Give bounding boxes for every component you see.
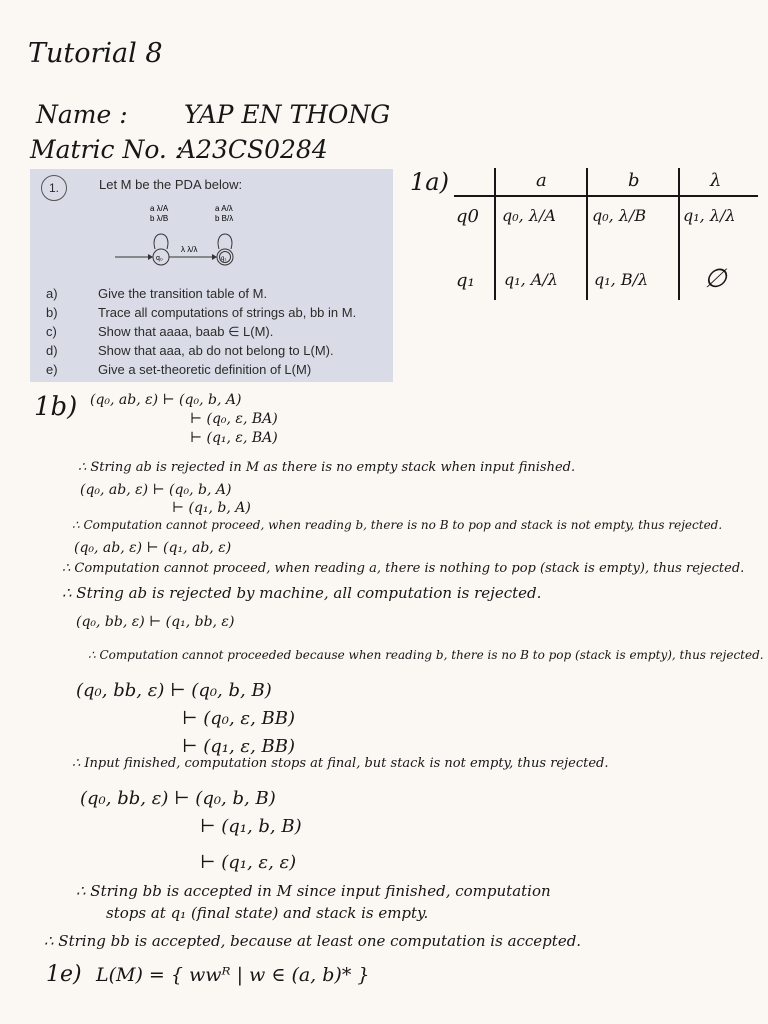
transition-table xyxy=(454,168,758,308)
table-divider xyxy=(494,168,496,300)
table-divider xyxy=(586,168,588,300)
computation-line: (q₀, ab, ε) ⊢ (q₀, b, A) xyxy=(80,482,232,498)
table-header-b: b xyxy=(628,170,640,191)
computation-line: ⊢ (q₁, ε, BB) xyxy=(182,736,295,757)
transition-arrowhead xyxy=(212,254,217,260)
page-title: Tutorial 8 xyxy=(28,38,163,69)
language-definition: L(M) = { wwᴿ | w ∈ (a, b)* } xyxy=(96,964,370,986)
question-number: 1. xyxy=(41,175,67,201)
start-arrowhead xyxy=(148,254,153,260)
conclusion-line: ∴ String ab is rejected by machine, all computation is rejected. xyxy=(62,584,542,602)
conclusion-line: stops at q₁ (final state) and stack is empty. xyxy=(106,904,429,922)
matric-row xyxy=(30,135,328,164)
table-cell: q₁, λ/λ xyxy=(683,206,736,225)
computation-line: ⊢ (q₁, b, A) xyxy=(172,500,251,516)
computation-line: (q₀, bb, ε) ⊢ (q₀, b, B) xyxy=(80,788,276,809)
question-part-e: e) Give a set-theoretic definition of L(M) xyxy=(46,362,312,377)
question-prompt: Let M be the PDA below: xyxy=(99,177,243,192)
matric-label: Matric No. : xyxy=(30,135,184,164)
state-q1-label: q₁ xyxy=(221,256,227,262)
state-q0-label: q₀ xyxy=(156,255,163,262)
conclusion-line: ∴ Input finished, computation stops at final, but stack is not empty, thus rejected. xyxy=(72,756,609,771)
table-cell: q₁, B/λ xyxy=(594,270,649,289)
pda-diagram xyxy=(115,199,315,269)
computation-line: ⊢ (q₀, ε, BA) xyxy=(190,411,278,427)
table-cell: q₁, A/λ xyxy=(504,270,558,289)
conclusion-line: ∴ String bb is accepted in M since input finished, computation xyxy=(76,882,551,900)
conclusion-line: ∴ Computation cannot proceed, when reading b, there is no B to pop and stack is not empty, thus rejected. xyxy=(72,518,723,532)
question-part-b: b) Trace all computations of strings ab, bb in M. xyxy=(46,305,357,320)
conclusion-line: ∴ Computation cannot proceeded because when reading b, there is no B to pop (stack is empty), thus rejected. xyxy=(88,648,764,662)
computation-line: ⊢ (q₁, ε, BA) xyxy=(190,430,278,446)
computation-line: ⊢ (q₁, ε, ε) xyxy=(200,852,297,873)
computation-line: (q₀, ab, ε) ⊢ (q₁, ab, ε) xyxy=(74,540,232,556)
table-cell-empty-set: ∅ xyxy=(704,264,727,294)
question-part-a: a) Give the transition table of M. xyxy=(46,286,268,301)
q0-self-loop xyxy=(154,234,168,249)
q1-self-loop xyxy=(218,234,232,249)
answer-1b-label: 1b) xyxy=(34,392,78,422)
table-cell: q₀, λ/B xyxy=(592,206,647,225)
computation-line: (q₀, bb, ε) ⊢ (q₁, bb, ε) xyxy=(76,614,235,630)
q0-loop-label-2: b λ/B xyxy=(150,214,169,223)
name-value: YAP EN THONG xyxy=(184,100,391,129)
computation-line: (q₀, bb, ε) ⊢ (q₀, b, B) xyxy=(76,680,272,701)
table-row-state: q₁ xyxy=(456,270,475,291)
final-conclusion: ∴ String bb is accepted, because at least one computation is accepted. xyxy=(44,932,582,950)
table-divider xyxy=(678,168,680,300)
q0-loop-label-1: a λ/A xyxy=(150,204,169,213)
conclusion-line: ∴ String ab is rejected in M as there is no empty stack when input finished. xyxy=(78,460,576,475)
table-cell: q₀, λ/A xyxy=(502,206,556,225)
computation-line: ⊢ (q₀, ε, BB) xyxy=(182,708,295,729)
question-part-c: c) Show that aaaa, baab ∈ L(M). xyxy=(46,324,274,339)
table-row-state: q0 xyxy=(456,206,479,227)
question-image xyxy=(30,169,393,382)
answer-1a-label: 1a) xyxy=(410,168,449,196)
computation-line: ⊢ (q₁, b, B) xyxy=(200,816,302,837)
answer-1e-label: 1e) xyxy=(46,962,82,987)
table-header-a: a xyxy=(536,170,547,191)
table-header-rule xyxy=(454,195,758,197)
name-label: Name : xyxy=(36,100,128,129)
transition-edge-label: λ λ/λ xyxy=(181,245,198,254)
q1-loop-label-1: a A/λ xyxy=(215,204,233,213)
q1-loop-label-2: b B/λ xyxy=(215,214,234,223)
question-part-d: d) Show that aaa, ab do not belong to L(M). xyxy=(46,343,334,358)
name-row xyxy=(36,100,390,129)
matric-value: A23CS0284 xyxy=(178,135,328,164)
table-header-lambda: λ xyxy=(710,170,722,191)
computation-line: (q₀, ab, ε) ⊢ (q₀, b, A) xyxy=(90,392,242,408)
conclusion-line: ∴ Computation cannot proceed, when reading a, there is nothing to pop (stack is empty), thus rejected. xyxy=(62,561,745,576)
